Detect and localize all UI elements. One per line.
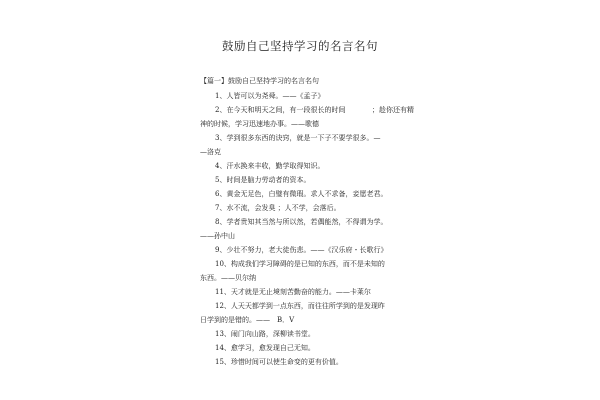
quote-line: 11、天才就是无止境刻苦勤奋的能力。——卡莱尔 [215, 288, 371, 296]
page-title: 鼓励自己坚持学习的名言名句 [222, 39, 378, 53]
quote-line: 8、学者贵知其当然与所以然，若偶能然，不得谓为学。 [215, 218, 388, 226]
quote-line: 4、汗水换来丰收，勤学取得知识。 [215, 162, 325, 170]
quote-line: 神的时候，学习迅速地办事。——歌德 [200, 120, 319, 128]
quote-line: 2、在今天和明天之间，有一段很长的时间 [215, 106, 346, 114]
quote-line: 6、黄金无足色，白璧有微瑕。求人不求备，妾愿老君。 [215, 190, 388, 198]
quote-line: 9、少壮不努力，老大徒伤悲。——《汉乐府・长歌行》 [215, 246, 388, 254]
quote-line: 14、愈学习，愈发现自己无知。 [215, 344, 315, 352]
quote-line: 15、珍惜时间可以使生命变的更有价值。 [215, 358, 343, 366]
quote-line: 5、时间是脑力劳动者的资本。 [215, 176, 311, 184]
quote-line: 10、构成我们学习障碍的是已知的东西，而不是未知的 [215, 260, 385, 268]
quote-line: 13、闹门向山路，深柳读书堂。 [215, 330, 315, 338]
section-heading: 【篇一】鼓励自己坚持学习的名言名句 [200, 77, 319, 85]
quote-line: ；趁你还有精 [372, 106, 414, 114]
quote-line: 7、水不流，会发臭 ；人不学，会落后。 [215, 204, 341, 212]
quote-line: ——孙中山 [200, 232, 235, 240]
quote-line: 12、人天天都学到一点东西，而往往所学到的是发现昨 [215, 302, 385, 310]
quote-line: 东西。——贝尔纳 [200, 274, 256, 282]
quote-line: 3、学到很多东西的诀窍，就是一下子不要学很多。— [215, 134, 381, 142]
quote-line: 1、人皆可以为尧舜。——《孟子》 [215, 92, 325, 100]
quote-line: 日学到的是错的。—— B．V [200, 316, 295, 324]
quote-line: —洛克 [200, 148, 221, 156]
